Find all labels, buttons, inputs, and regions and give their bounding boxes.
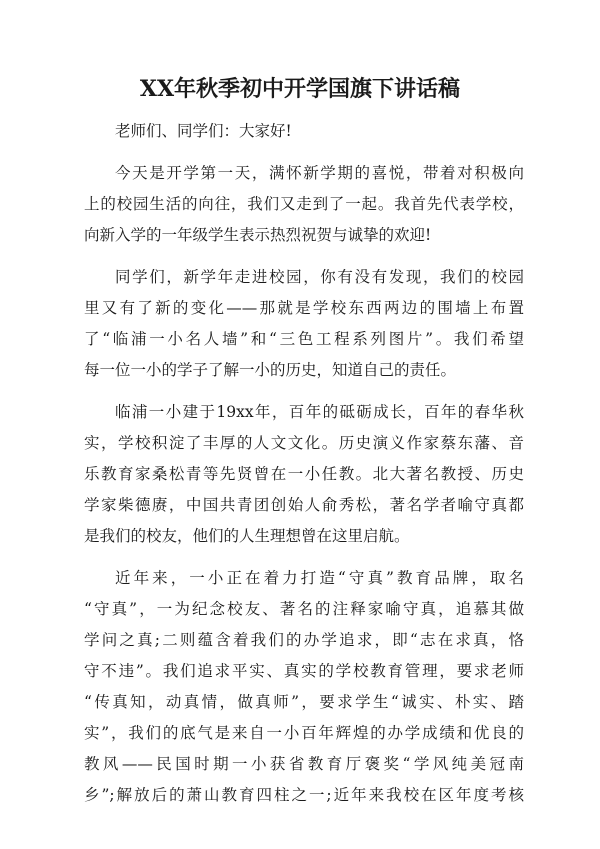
paragraph-line: 教风——民国时期一小获省教育厅褒奖“学风纯美冠南 [84, 755, 524, 773]
paragraph-opening [84, 158, 524, 251]
paragraph-line: 向新入学的一年级学生表示热烈祝贺与诚挚的欢迎! [84, 226, 432, 244]
paragraph-line: 乡”;解放后的萧山教育四柱之一;近年来我校在区年度考核 [84, 786, 524, 804]
paragraph-line: 老师们、同学们：大家好! [115, 122, 292, 140]
paragraph-line: 每一位一小的学子了解一小的历史，知道自己的责任。 [84, 361, 457, 379]
paragraph-line: 实，学校积淀了丰厚的人文文化。历史演义作家蔡东藩、音 [84, 434, 524, 452]
paragraph-line: 同学们，新学年走进校园，你有没有发现，我们的校园 [115, 268, 524, 286]
paragraph-line: 学问之真;二则蕴含着我们的办学追求，即“志在求真，恪 [84, 631, 524, 649]
paragraph-line: “传真知，动真情，做真师”，要求学生“诚实、朴实、踏 [84, 693, 524, 711]
paragraph-line: “守真”，一为纪念校友、著名的注释家喻守真，追慕其做 [84, 600, 524, 618]
paragraph-line: 学家柴德赓，中国共青团创始人俞秀松，著名学者喻守真都 [84, 496, 524, 514]
paragraph-line: 今天是开学第一天，满怀新学期的喜悦，带着对积极向 [115, 164, 524, 182]
document-title: XX年秋季初中开学国旗下讲话稿 [139, 76, 461, 102]
paragraph-line: 乐教育家桑松青等先贤曾在一小任教。北大著名教授、历史 [84, 465, 524, 483]
paragraph-line: 实”，我们的底气是来自一小百年辉煌的办学成绩和优良的 [84, 724, 524, 742]
paragraph-line: 里又有了新的变化——那就是学校东西两边的围墙上布置 [84, 299, 524, 317]
paragraph-campus-changes [84, 262, 524, 386]
paragraph-line: 临浦一小建于19xx年，百年的砥砺成长，百年的春华秋 [115, 403, 524, 421]
paragraph-line: 上的校园生活的向往，我们又走到了一起。我首先代表学校， [84, 195, 524, 213]
paragraph-line: 了“临浦一小名人墙”和“三色工程系列图片”。我们希望 [84, 330, 524, 348]
paragraph-line: 守不违”。我们追求平实、真实的学校教育管理，要求老师 [84, 662, 524, 680]
document-body [84, 116, 524, 822]
paragraph-greeting [84, 116, 524, 147]
paragraph-school-history [84, 397, 524, 552]
paragraph-education-brand [84, 563, 524, 811]
paragraph-line: 近年来，一小正在着力打造“守真”教育品牌，取名 [115, 569, 524, 587]
paragraph-line: 是我们的校友，他们的人生理想曾在这里启航。 [84, 527, 410, 545]
